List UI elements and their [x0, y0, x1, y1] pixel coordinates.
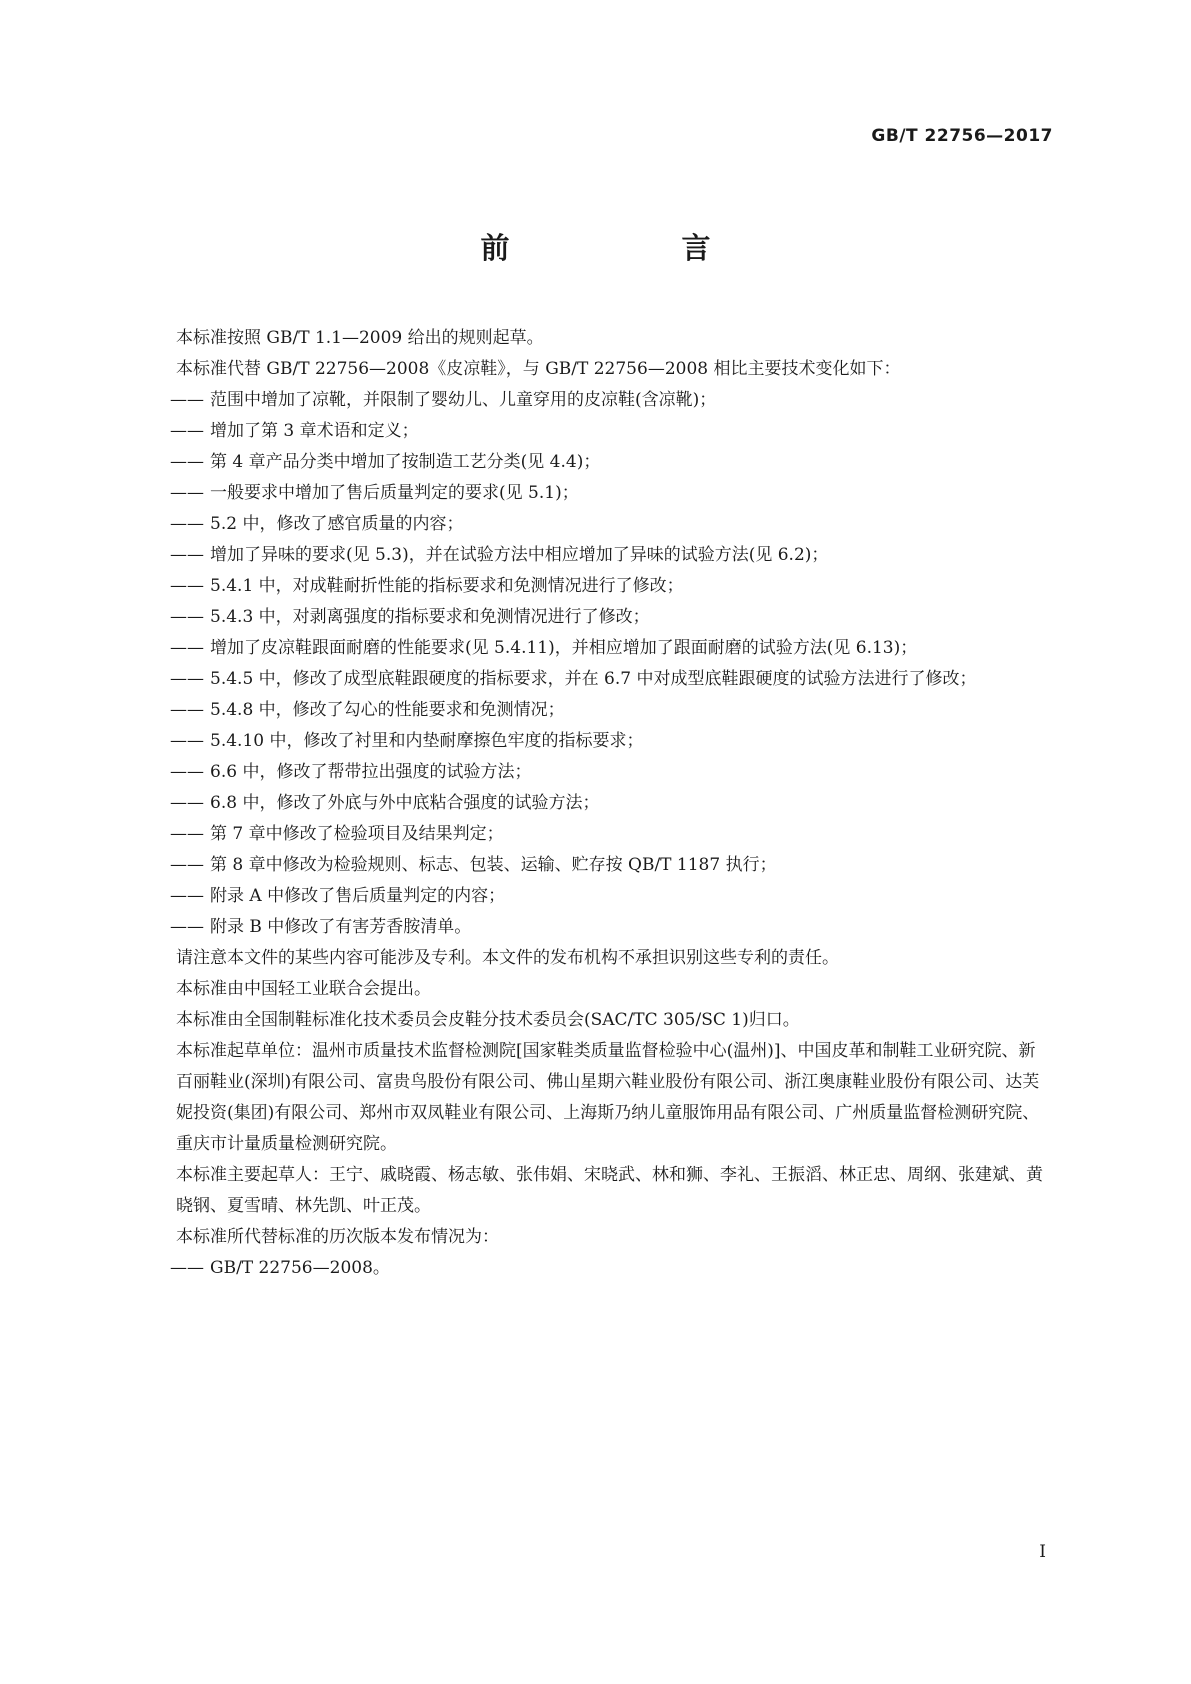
list-item [170, 850, 1052, 881]
dash-mark: —— [170, 483, 204, 503]
list-item [170, 571, 1052, 602]
list-item [170, 509, 1052, 540]
list-item [170, 385, 1052, 416]
list-item [170, 788, 1052, 819]
dash-mark: —— [170, 514, 204, 534]
list-item-text: 6.6 中，修改了帮带拉出强度的试验方法； [210, 762, 532, 782]
list-item [170, 447, 1052, 478]
dash-mark: —— [170, 824, 204, 844]
body-paragraph: 本标准由中国轻工业联合会提出。 [176, 979, 431, 999]
intro-paragraph: 本标准代替 GB/T 22756—2008《皮凉鞋》，与 GB/T 22756—2008 相比主要技术变化如下： [176, 359, 901, 379]
list-item-text: 附录 A 中修改了售后质量判定的内容； [210, 886, 506, 906]
list-item [170, 633, 1052, 664]
list-item [170, 664, 1052, 695]
list-item [170, 912, 1052, 943]
body-paragraph: 请注意本文件的某些内容可能涉及专利。本文件的发布机构不承担识别这些专利的责任。 [176, 948, 839, 968]
list-item [170, 602, 1052, 633]
list-item-text: 附录 B 中修改了有害芳香胺清单。 [210, 917, 472, 937]
body-paragraph: 本标准主要起草人：王宁、戚晓霞、杨志敏、张伟娟、宋晓武、林和狮、李礼、王振滔、林正忠、周纲、张建斌、黄晓钢、夏雪晴、林先凯、叶正茂。 [176, 1165, 1043, 1216]
list-item-text: 增加了异味的要求(见 5.3)，并在试验方法中相应增加了异味的试验方法(见 6.2)； [210, 545, 829, 565]
list-item [170, 695, 1052, 726]
list-item [170, 726, 1052, 757]
dash-mark: —— [170, 700, 204, 720]
list-item-text: 5.4.3 中，对剥离强度的指标要求和免测情况进行了修改； [210, 607, 650, 627]
dash-mark: —— [170, 390, 204, 410]
list-item-text: 增加了第 3 章术语和定义； [210, 421, 419, 441]
list-item-text: 5.4.8 中，修改了勾心的性能要求和免测情况； [210, 700, 565, 720]
list-item-text: 5.4.1 中，对成鞋耐折性能的指标要求和免测情况进行了修改； [210, 576, 684, 596]
dash-mark: —— [170, 1258, 204, 1278]
standard-code: GB/T 22756—2017 [871, 126, 1053, 146]
dash-mark: —— [170, 638, 204, 658]
list-item [170, 540, 1052, 571]
dash-mark: —— [170, 793, 204, 813]
list-item [170, 478, 1052, 509]
list-item-text: 6.8 中，修改了外底与外中底粘合强度的试验方法； [210, 793, 600, 813]
dash-mark: —— [170, 545, 204, 565]
list-item-text: 增加了皮凉鞋跟面耐磨的性能要求(见 5.4.11)，并相应增加了跟面耐磨的试验方法(见 6.13)； [210, 638, 918, 658]
list-item-text: 第 4 章产品分类中增加了按制造工艺分类(见 4.4)； [210, 452, 601, 472]
dash-mark: —— [170, 917, 204, 937]
list-item [170, 881, 1052, 912]
list-item [170, 819, 1052, 850]
dash-mark: —— [170, 886, 204, 906]
list-item [170, 416, 1052, 447]
list-item-text: 5.4.5 中，修改了成型底鞋跟硬度的指标要求，并在 6.7 中对成型底鞋跟硬度的试验方法进行了修改； [210, 669, 977, 689]
list-item-text: 第 8 章中修改为检验规则、标志、包装、运输、贮存按 QB/T 1187 执行； [210, 855, 777, 875]
dash-mark: —— [170, 607, 204, 627]
intro-paragraph: 本标准按照 GB/T 1.1—2009 给出的规则起草。 [176, 328, 544, 348]
list-item-text: GB/T 22756—2008。 [210, 1258, 390, 1278]
list-item-text: 范围中增加了凉靴，并限制了婴幼儿、儿童穿用的皮凉鞋(含凉靴)； [210, 390, 717, 410]
dash-mark: —— [170, 731, 204, 751]
list-item-text: 5.2 中，修改了感官质量的内容； [210, 514, 464, 534]
dash-mark: —— [170, 855, 204, 875]
list-item-text: 第 7 章中修改了检验项目及结果判定； [210, 824, 504, 844]
page-title: 前 言 [480, 231, 749, 265]
dash-mark: —— [170, 421, 204, 441]
body-paragraph: 本标准起草单位：温州市质量技术监督检测院[国家鞋类质量监督检验中心(温州)]、中国皮革和制鞋工业研究院、新百丽鞋业(深圳)有限公司、富贵鸟股份有限公司、佛山星期六鞋业股份有限公司、浙江奥康鞋业股份有限公司、达芙妮投资(集团)有限公司、郑州市双凤鞋业有限公司、上海斯乃纳儿童服饰用品有限公司、广州质量监督检测研究院、重庆市计量质量检测研究院。 [176, 1041, 1040, 1154]
list-item-text: 一般要求中增加了售后质量判定的要求(见 5.1)； [210, 483, 579, 503]
list-item [170, 757, 1052, 788]
dash-mark: —— [170, 669, 204, 689]
page-number: I [1039, 1542, 1046, 1562]
dash-mark: —— [170, 762, 204, 782]
body-paragraph: 本标准由全国制鞋标准化技术委员会皮鞋分技术委员会(SAC/TC 305/SC 1)归口。 [176, 1010, 800, 1030]
body-paragraph: 本标准所代替标准的历次版本发布情况为： [176, 1227, 499, 1247]
dash-mark: —— [170, 576, 204, 596]
list-item-text: 5.4.10 中，修改了衬里和内垫耐摩擦色牢度的指标要求； [210, 731, 644, 751]
document-body [170, 323, 1052, 1284]
list-item [170, 1253, 1052, 1284]
dash-mark: —— [170, 452, 204, 472]
